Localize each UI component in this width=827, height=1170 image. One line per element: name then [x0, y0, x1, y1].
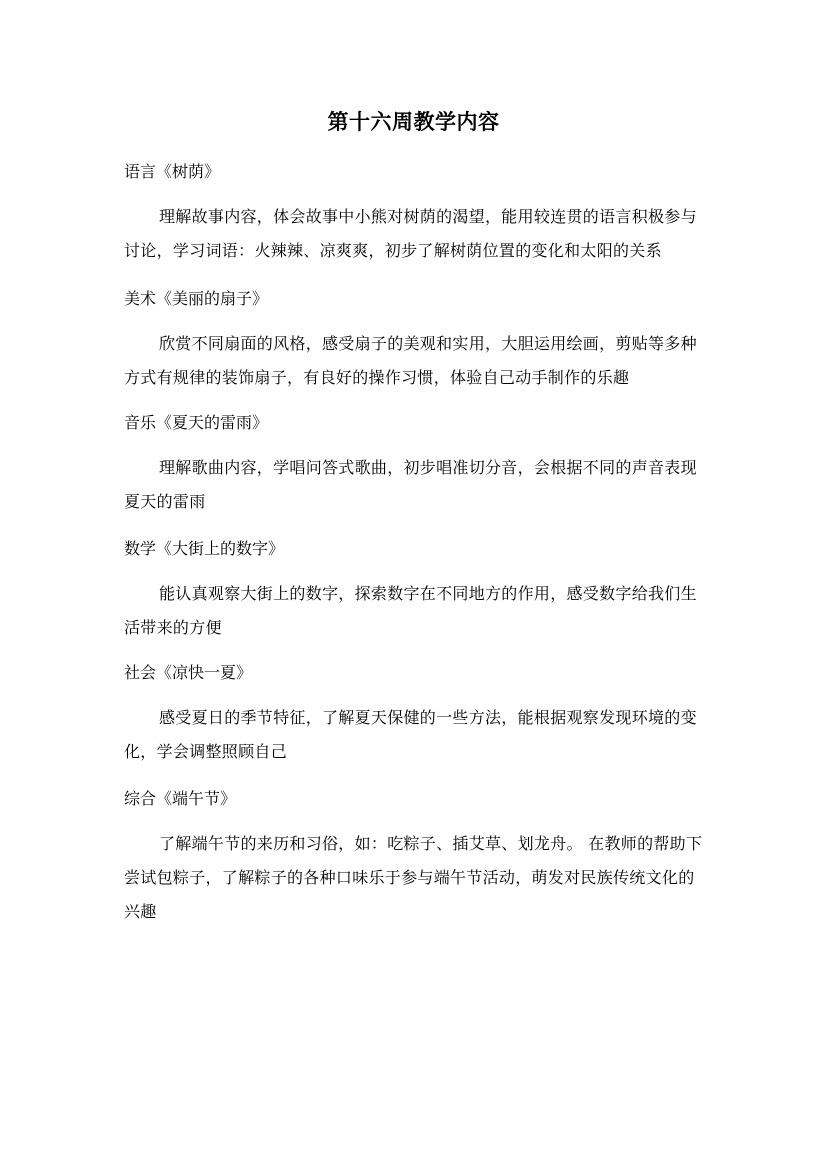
section-music	[124, 411, 706, 519]
section-heading: 音乐《夏天的雷雨》	[124, 413, 269, 432]
section-society	[124, 661, 706, 769]
section-heading: 数学《大街上的数字》	[124, 539, 285, 558]
section-text: 能认真观察大街上的数字，探索数字在不同地方的作用，感受数字给我们生活带来的方便	[124, 584, 697, 637]
section-text: 感受夏日的季节特征，了解夏天保健的一些方法，能根据观察发现环境的变化，学会调整照顾自己	[124, 708, 697, 761]
page-title: 第十六周教学内容	[327, 109, 500, 134]
section-heading: 美术《美丽的扇子》	[124, 289, 269, 308]
section-heading: 综合《端午节》	[124, 789, 237, 808]
section-heading: 语言《树荫》	[124, 162, 221, 181]
section-text: 理解故事内容，体会故事中小熊对树荫的渴望，能用较连贯的语言积极参与讨论，学习词语：火辣辣、凉爽爽，初步了解树荫位置的变化和太阳的关系	[124, 207, 697, 260]
section-language	[124, 160, 706, 268]
section-text: 欣赏不同扇面的风格，感受扇子的美观和实用，大胆运用绘画，剪贴等多种方式有规律的装饰扇子，有良好的操作习惯，体验自己动手制作的乐趣	[124, 334, 697, 387]
section-text: 了解端午节的来历和习俗，如：吃粽子、插艾草、划龙舟。 在教师的帮助下尝试包粽子，了解粽子的各种口味乐于参与端午节活动，萌发对民族传统文化的兴趣	[124, 834, 703, 921]
section-integrated	[124, 787, 706, 929]
section-math	[124, 537, 706, 645]
section-heading: 社会《凉快一夏》	[124, 663, 253, 682]
section-art	[124, 287, 706, 395]
section-text: 理解歌曲内容，学唱问答式歌曲，初步唱准切分音，会根据不同的声音表现夏天的雷雨	[124, 458, 697, 511]
